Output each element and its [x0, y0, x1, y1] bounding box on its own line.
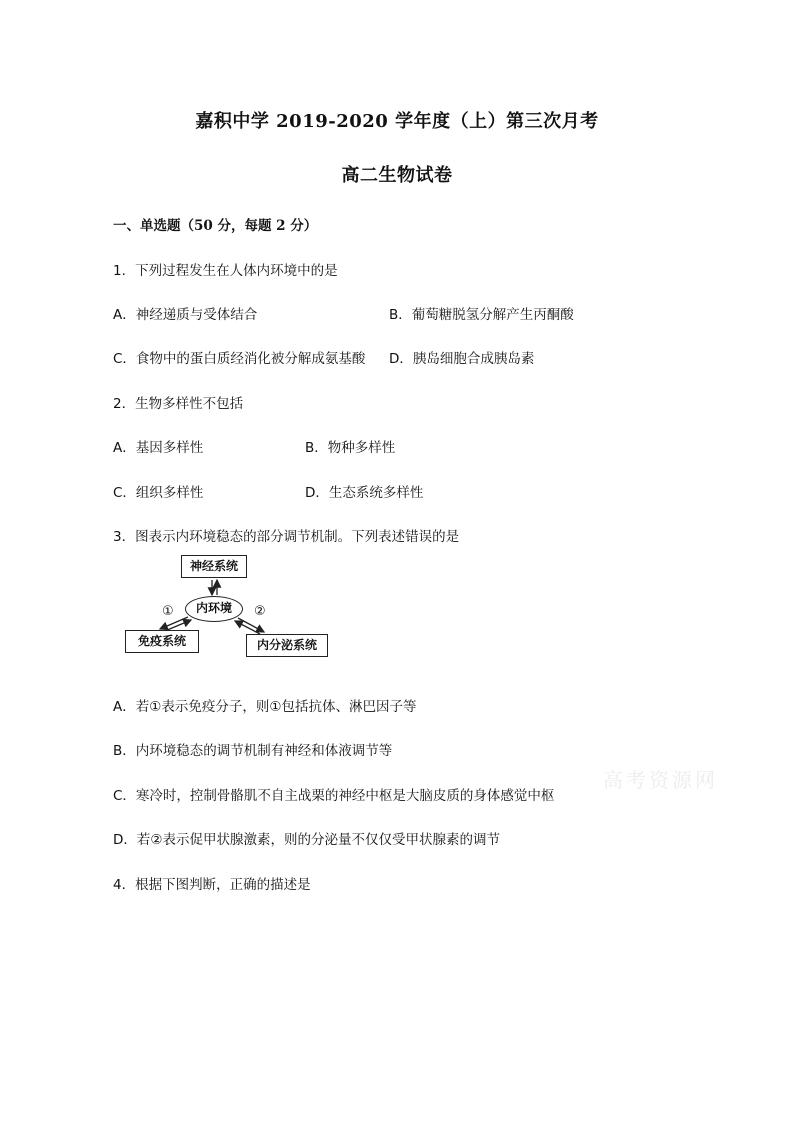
marker-1: ① [162, 604, 174, 619]
endocrine-system-box: 内分泌系统 [246, 634, 328, 657]
nervous-system-box: 神经系统 [181, 555, 247, 578]
question-2-stem: 2．生物多样性不包括 [113, 396, 244, 412]
question-1-option-d: D．胰岛细胞合成胰岛素 [389, 351, 535, 367]
question-3-option-c: C．寒冷时，控制骨骼肌不自主战栗的神经中枢是大脑皮质的身体感觉中枢 [113, 788, 555, 804]
question-3-option-a: A．若①表示免疫分子，则①包括抗体、淋巴因子等 [113, 699, 417, 715]
immune-system-box: 免疫系统 [125, 630, 199, 653]
question-1-stem: 1．下列过程发生在人体内环境中的是 [113, 263, 338, 279]
watermark: 高考资源网 [603, 768, 718, 792]
question-3-option-b: B．内环境稳态的调节机制有神经和体液调节等 [113, 743, 393, 759]
question-2-option-a: A．基因多样性 [113, 440, 204, 456]
section-heading: 一、单选题（50 分，每题 2 分） [113, 218, 318, 234]
question-1-option-a: A．神经递质与受体结合 [113, 307, 258, 323]
marker-2: ② [254, 604, 266, 619]
question-4-stem: 4．根据下图判断，正确的描述是 [113, 877, 311, 893]
question-3-stem: 3．图表示内环境稳态的部分调节机制。下列表述错误的是 [113, 529, 460, 545]
exam-title: 嘉积中学 2019-2020 学年度（上）第三次月考 [195, 111, 599, 132]
question-3-option-d: D．若②表示促甲状腺激素，则的分泌量不仅仅受甲状腺素的调节 [113, 832, 500, 848]
homeostasis-diagram [122, 552, 332, 664]
question-1-option-b: B．葡萄糖脱氢分解产生丙酮酸 [389, 307, 574, 323]
question-2-option-b: B．物种多样性 [305, 440, 396, 456]
question-2-option-d: D．生态系统多样性 [305, 485, 424, 501]
question-2-option-c: C．组织多样性 [113, 485, 204, 501]
question-1-option-c: C．食物中的蛋白质经消化被分解成氨基酸 [113, 351, 366, 367]
exam-subtitle: 高二生物试卷 [341, 165, 453, 186]
internal-environment-node: 内环境 [185, 596, 243, 622]
